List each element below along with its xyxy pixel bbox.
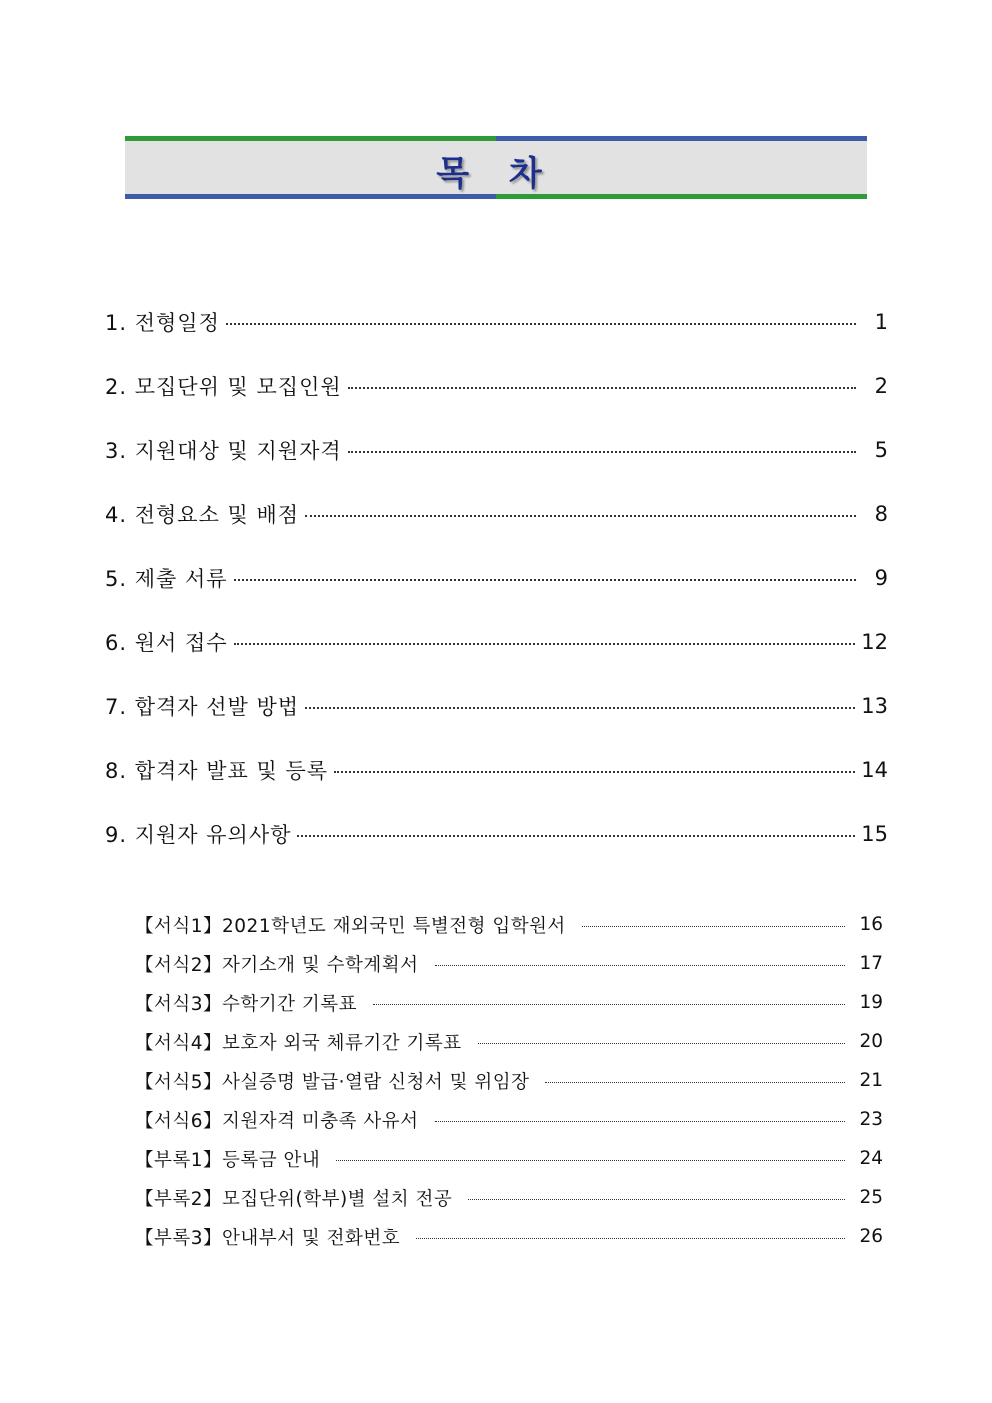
dot-leader [478,1043,845,1044]
appendix-entry[interactable] [135,1178,883,1217]
dot-leader [336,1160,845,1161]
toc-entry[interactable] [105,610,888,674]
banner-border-top-left [125,136,496,141]
toc-entry-label: 3. 지원대상 및 지원자격 [105,439,342,463]
toc-entry-page: 14 [861,758,888,782]
appendix-entry-page: 24 [859,1148,883,1169]
toc-entry[interactable] [105,802,888,866]
toc-entry[interactable] [105,738,888,802]
dot-leader [545,1082,845,1083]
appendix-entry[interactable] [135,1061,883,1100]
toc-entry[interactable] [105,418,888,482]
dot-leader [435,1121,846,1122]
toc-main-list [105,290,888,866]
dot-leader [234,643,856,645]
appendix-entry-label: 【서식2】자기소개 및 수학계획서 [135,954,419,976]
toc-entry-page: 8 [874,502,888,526]
dot-leader [468,1199,845,1200]
title-banner [125,136,867,199]
dot-leader [305,707,855,709]
appendix-entry-label: 【서식5】사실증명 발급·열람 신청서 및 위임장 [135,1071,530,1093]
appendix-entry[interactable] [135,1100,883,1139]
toc-entry[interactable] [105,674,888,738]
toc-entry-label: 2. 모집단위 및 모집인원 [105,375,342,399]
dot-leader [334,771,855,773]
toc-entry-label: 4. 전형요소 및 배점 [105,503,300,527]
dot-leader [373,1004,845,1005]
dot-leader [416,1238,845,1239]
appendix-entry[interactable] [135,1022,883,1061]
appendix-entry-label: 【부록1】등록금 안내 [135,1149,321,1171]
toc-entry-label: 7. 합격자 선발 방법 [105,695,300,719]
appendix-entry-label: 【서식1】2021학년도 재외국민 특별전형 입학원서 [135,915,566,937]
toc-entry-page: 1 [874,310,888,334]
appendix-entry-page: 25 [859,1187,883,1208]
toc-entry-label: 1. 전형일정 [105,311,220,335]
toc-entry[interactable] [105,482,888,546]
page-title: 목 차 [436,154,556,194]
toc-entry[interactable] [105,290,888,354]
dot-leader [348,451,856,453]
dot-leader [297,835,855,837]
appendix-entry-page: 20 [859,1031,883,1052]
toc-entry-label: 6. 원서 접수 [105,631,228,655]
appendix-entry-label: 【부록3】안내부서 및 전화번호 [135,1227,401,1249]
appendix-entry-page: 26 [859,1226,883,1247]
dot-leader [226,323,856,325]
dot-leader [305,515,856,517]
toc-entry[interactable] [105,546,888,610]
appendix-entry[interactable] [135,983,883,1022]
toc-entry-label: 8. 합격자 발표 및 등록 [105,759,329,783]
appendix-entry-label: 【서식3】수학기간 기록표 [135,993,357,1015]
toc-entry-label: 9. 지원자 유의사항 [105,823,292,847]
appendix-entry-label: 【서식4】보호자 외국 체류기간 기록표 [135,1032,462,1054]
appendix-entry-page: 16 [859,914,883,935]
appendix-entry-label: 【부록2】모집단위(학부)별 설치 전공 [135,1188,453,1210]
toc-entry-page: 5 [874,438,888,462]
toc-entry-page: 12 [861,630,888,654]
dot-leader [348,387,856,389]
toc-entry-page: 15 [861,822,888,846]
toc-entry-page: 2 [874,374,888,398]
appendix-entry[interactable] [135,905,883,944]
dot-leader [435,965,846,966]
toc-entry-page: 9 [874,566,888,590]
toc-entry[interactable] [105,354,888,418]
toc-entry-label: 5. 제출 서류 [105,567,228,591]
appendix-entry-label: 【서식6】지원자격 미충족 사유서 [135,1110,419,1132]
appendix-entry-page: 21 [859,1070,883,1091]
banner-border-top-right [496,136,867,141]
appendix-entry[interactable] [135,1139,883,1178]
appendix-entry[interactable] [135,1217,883,1256]
toc-entry-page: 13 [861,694,888,718]
dot-leader [234,579,856,581]
appendix-entry-page: 17 [859,953,883,974]
appendix-entry-page: 23 [859,1109,883,1130]
toc-appendix-list [135,905,883,1256]
dot-leader [582,926,845,927]
appendix-entry[interactable] [135,944,883,983]
appendix-entry-page: 19 [859,992,883,1013]
